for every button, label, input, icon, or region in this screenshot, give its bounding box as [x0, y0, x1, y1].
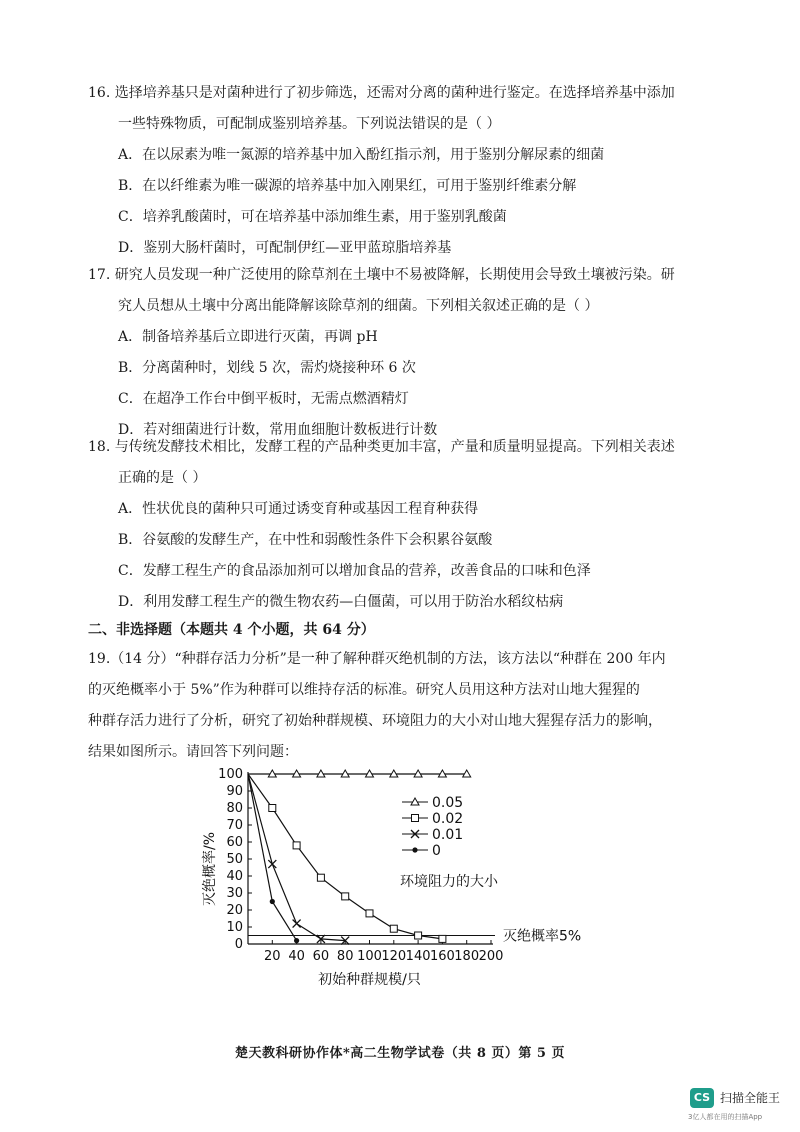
x-tick-label: 200 — [478, 949, 504, 964]
x-tick-label: 120 — [381, 949, 407, 964]
x-tick-label: 20 — [264, 949, 281, 964]
legend-marker — [412, 847, 417, 852]
data-point — [268, 860, 276, 868]
data-point — [269, 805, 276, 812]
y-tick-label: 10 — [226, 920, 243, 935]
legend-title: 环境阻力的大小 — [400, 874, 498, 890]
legend-label: 0.02 — [432, 811, 464, 827]
data-point — [270, 899, 275, 904]
section-2-title: 二、非选择题（本题共 4 个小题，共 64 分） — [88, 622, 375, 638]
y-tick-label: 60 — [226, 835, 243, 850]
legend-item — [402, 811, 463, 827]
y-tick-label: 80 — [226, 801, 243, 816]
question-16-option-b: B．在以纤维素为唯一碳源的培养基中加入刚果红，可用于鉴别纤维素分解 — [118, 178, 577, 194]
threshold-label: 灭绝概率5% — [503, 928, 582, 945]
question-19-stem-line-4: 结果如图所示。请回答下列问题： — [88, 744, 298, 760]
question-17-option-d: D．若对细菌进行计数，常用血细胞计数板进行计数 — [118, 422, 438, 438]
question-17-stem-line-1: 17. 研究人员发现一种广泛使用的除草剂在土壤中不易被降解，长期使用会导致土壤被污染。研 — [88, 267, 675, 283]
series-0.05 — [248, 770, 471, 777]
data-point — [439, 935, 446, 942]
legend-label: 0.01 — [432, 827, 464, 843]
series-0.01 — [248, 774, 349, 945]
data-point — [390, 925, 397, 932]
y-tick-label: 70 — [226, 818, 243, 833]
x-tick-label: 60 — [312, 949, 330, 964]
x-tick-label: 160 — [429, 949, 455, 964]
question-18-stem-line-2: 正确的是（ ） — [118, 470, 207, 486]
x-tick-label: 100 — [357, 949, 382, 964]
question-16-stem-line-2: 一些特殊物质，可配制成鉴别培养基。下列说法错误的是（ ） — [118, 116, 501, 132]
scanner-app-tagline: 3亿人都在用的扫描App — [688, 1113, 763, 1121]
question-18-option-b: B．谷氨酸的发酵生产，在中性和弱酸性条件下会积累谷氨酸 — [118, 532, 493, 548]
x-tick-label: 180 — [454, 949, 480, 964]
question-18-option-d: D．利用发酵工程生产的微生物农药—白僵菌，可以用于防治水稻纹枯病 — [118, 594, 564, 610]
question-18 — [88, 432, 728, 618]
scanner-app-name: 扫描全能王 — [720, 1091, 781, 1105]
question-16 — [88, 78, 728, 264]
data-point — [317, 874, 324, 881]
question-19-stem-line-3: 种群存活力进行了分析，研究了初始种群规模、环境阻力的大小对山地大猩猩存活力的影响， — [88, 713, 662, 729]
y-tick-label: 30 — [226, 886, 243, 901]
y-tick-label: 90 — [226, 784, 243, 799]
legend-label: 0.05 — [432, 795, 464, 811]
x-axis-label: 初始种群规模/只 — [318, 972, 421, 988]
question-17-option-a: A．制备培养基后立即进行灭菌，再调 pH — [118, 329, 378, 345]
extinction-probability-chart — [196, 762, 616, 994]
x-tick-label: 80 — [336, 949, 354, 964]
question-17-option-b: B．分离菌种时，划线 5 次，需灼烧接种环 6 次 — [118, 360, 416, 376]
question-17 — [88, 260, 728, 446]
data-point — [293, 842, 300, 849]
series-0 — [248, 774, 299, 943]
legend-item — [402, 827, 463, 843]
question-17-option-c: C．在超净工作台中倒平板时，无需点燃酒精灯 — [118, 391, 409, 407]
data-point — [415, 932, 422, 939]
question-16-option-c: C．培养乳酸菌时，可在培养基中添加维生素，用于鉴别乳酸菌 — [118, 209, 507, 225]
question-18-option-a: A．性状优良的菌种只可通过诱变育种或基因工程育种获得 — [118, 501, 479, 517]
data-point — [342, 893, 349, 900]
legend-item — [402, 795, 463, 811]
y-tick-label: 0 — [234, 937, 243, 952]
camscanner-logo-icon: CS — [690, 1088, 714, 1108]
data-point — [294, 938, 299, 943]
x-tick-label: 40 — [288, 949, 305, 964]
y-tick-label: 50 — [226, 852, 243, 867]
y-tick-label: 20 — [226, 903, 243, 918]
legend-item — [402, 843, 441, 859]
y-tick-label: 40 — [226, 869, 243, 884]
question-18-stem-line-1: 18. 与传统发酵技术相比，发酵工程的产品种类更加丰富，产量和质量明显提高。下列相关表述 — [88, 439, 675, 455]
question-17-stem-line-2: 究人员想从土壤中分离出能降解该除草剂的细菌。下列相关叙述正确的是（ ） — [118, 298, 599, 314]
series-line — [248, 774, 345, 941]
legend-label: 0 — [432, 843, 441, 859]
series-line — [248, 774, 442, 939]
x-tick-label: 140 — [405, 949, 431, 964]
question-16-option-d: D．鉴别大肠杆菌时，可配制伊红—亚甲蓝琼脂培养基 — [118, 240, 452, 256]
y-axis-label: 灭绝概率/% — [202, 831, 218, 907]
question-16-stem-line-1: 16. 选择培养基只是对菌种进行了初步筛选，还需对分离的菌种进行鉴定。在选择培养基中添加 — [88, 85, 675, 101]
data-point — [366, 910, 373, 917]
question-18-option-c: C．发酵工程生产的食品添加剂可以增加食品的营养，改善食品的口味和色泽 — [118, 563, 591, 579]
question-16-option-a: A．在以尿素为唯一氮源的培养基中加入酚红指示剂，用于鉴别分解尿素的细菌 — [118, 147, 605, 163]
question-19-stem-line-2: 的灭绝概率小于 5%”作为种群可以维持存活的标准。研究人员用这种方法对山地大猩猩的 — [88, 682, 640, 698]
y-tick-label: 100 — [218, 767, 243, 782]
data-point — [293, 920, 301, 928]
question-19-stem-line-1: 19.（14 分）“种群存活力分析”是一种了解种群灭绝机制的方法，该方法以“种群在 200 年内 — [88, 651, 666, 667]
legend-marker — [412, 815, 419, 822]
page-footer: 楚天教科研协作体*高二生物学试卷（共 8 页）第 5 页 — [235, 1046, 565, 1061]
question-19 — [88, 644, 728, 768]
